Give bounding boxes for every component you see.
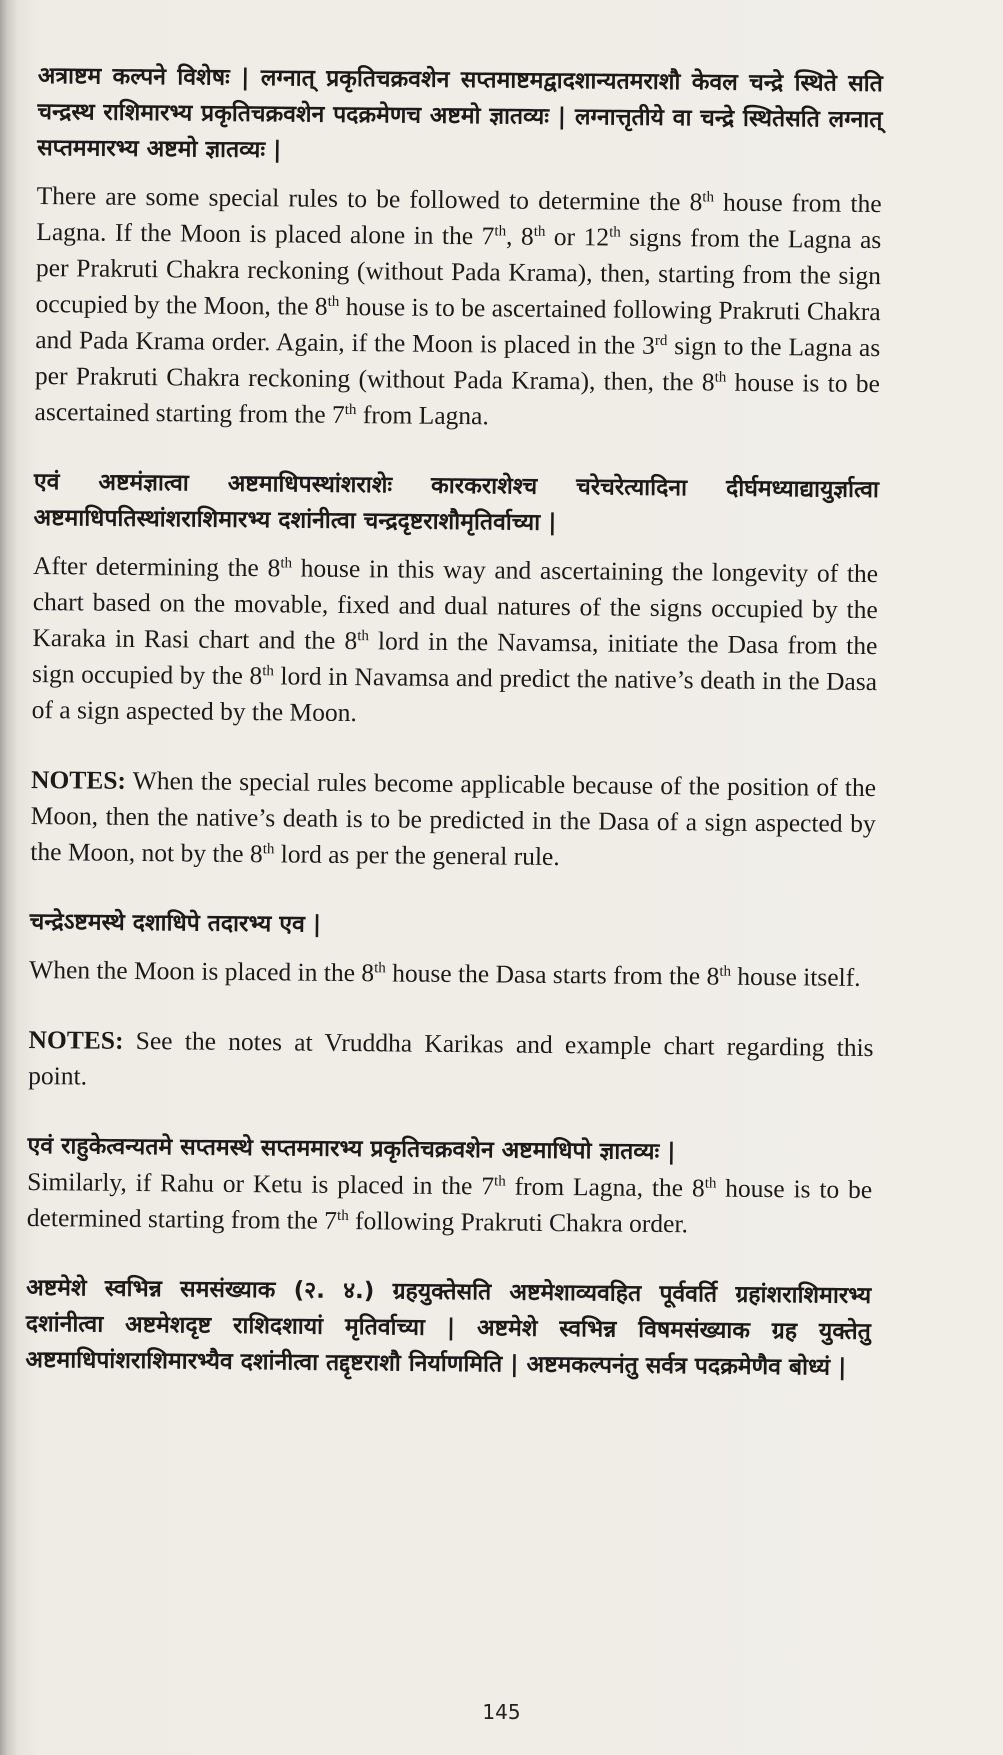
notes-paragraph: NOTES: When the special rules become applicable because of the position of the Moon, then the native’s death is to be predicted in the Dasa of a sign aspected by the Moon, not by the 8th lord as per the general rule. xyxy=(30,764,877,872)
translation-paragraph: Similarly, if Rahu or Ketu is placed in the 7th from Lagna, the 8th house is to be determined starting from the 7th following Prakruti Chakra order. xyxy=(26,1166,873,1239)
sanskrit-verse: चन्द्रेऽष्टमस्थे दशाधिपे तदारभ्य एव | xyxy=(29,908,322,938)
notes-paragraph: NOTES: See the notes at Vruddha Karikas and example chart regarding this point. xyxy=(28,1024,874,1091)
page-content xyxy=(25,58,883,1386)
sanskrit-verse: एवं अष्टमंज्ञात्वा अष्टमाधिपस्थांशराशेः कारकराशेश्च चरेचरेत्यादिना दीर्घमध्याद्यायुर्ज्ञात्वा अष्टमाधिपतिस्थांशराशिमारभ्य दशांनीत्वा चन्द्रदृष्टराशौमृतिर्वाच्या | xyxy=(33,468,880,536)
notes-label: NOTES: xyxy=(28,1024,124,1055)
sanskrit-verse: अत्राष्टम कल्पने विशेषः | लग्नात् प्रकृतिचक्रवशेन सप्तमाष्टमद्वादशान्यतमराशौ केवल चन्द्रे स्थिते सति चन्द्रस्थ राशिमारभ्य प्रकृतिचक्रवशेन पदक्रमेणच अष्टमो ज्ञातव्यः | लग्नात्तृतीये वा चन्द्रे स्थितेसति लग्नात् सप्तममारभ्य अष्टमो ज्ञातव्यः | xyxy=(37,62,883,164)
sanskrit-verse: एवं राहुकेत्वन्यतमे सप्तमस्थे सप्तममारभ्य प्रकृतिचक्रवशेन अष्टमाधिपो ज्ञातव्यः | xyxy=(27,1132,676,1166)
page-number: 145 xyxy=(482,1700,521,1724)
sanskrit-verse: अष्टमेशे स्वभिन्न समसंख्याक (२. ४.) ग्रहयुक्तेसति अष्टमेशाव्यवहित पूर्ववर्ति ग्रहांशराशिमारभ्य दशांनीत्वा अष्टमेशदृष्ट राशिदशायां मृतिर्वाच्या | अष्टमेशे स्वभिन्न विषमसंख्याक ग्रह युक्तेतु अष्टमाधिपांशराशिमारभ्यैव दशांनीत्वा तद्दृष्टराशौ निर्याणमिति | अष्टमकल्पनंतु सर्वत्र पदक्रमेणैव बोध्यं | xyxy=(25,1274,872,1381)
translation-paragraph: There are some special rules to be followed to determine the 8th house from the Lagna. If the Moon is placed alone in the 7th, 8th or 12th signs from the Lagna as per Prakruti Chakra reckoning (without Pada Krama), then, starting from the sign occupied by the Moon, the 8th house is to be ascertained following Prakruti Chakra and Pada Krama order. Again, if the Moon is placed in the 3rd sign to the Lagna as per Prakruti Chakra reckoning (without Pada Krama), then, the 8th house is to be ascertained starting from the 7th from Lagna. xyxy=(34,180,882,431)
translation-paragraph: After determining the 8th house in this way and ascertaining the longevity of the chart based on the movable, fixed and dual natures of the signs occupied by the Karaka in Rasi chart and the 8th lord in the Navamsa, initiate the Dasa from the sign occupied by the 8th lord in Navamsa and predict the native’s death in the Dasa of a sign aspected by the Moon. xyxy=(31,550,879,728)
notes-label: NOTES: xyxy=(30,764,127,795)
translation-paragraph: When the Moon is placed in the 8th house the Dasa starts from the 8th house itself. xyxy=(29,954,861,992)
